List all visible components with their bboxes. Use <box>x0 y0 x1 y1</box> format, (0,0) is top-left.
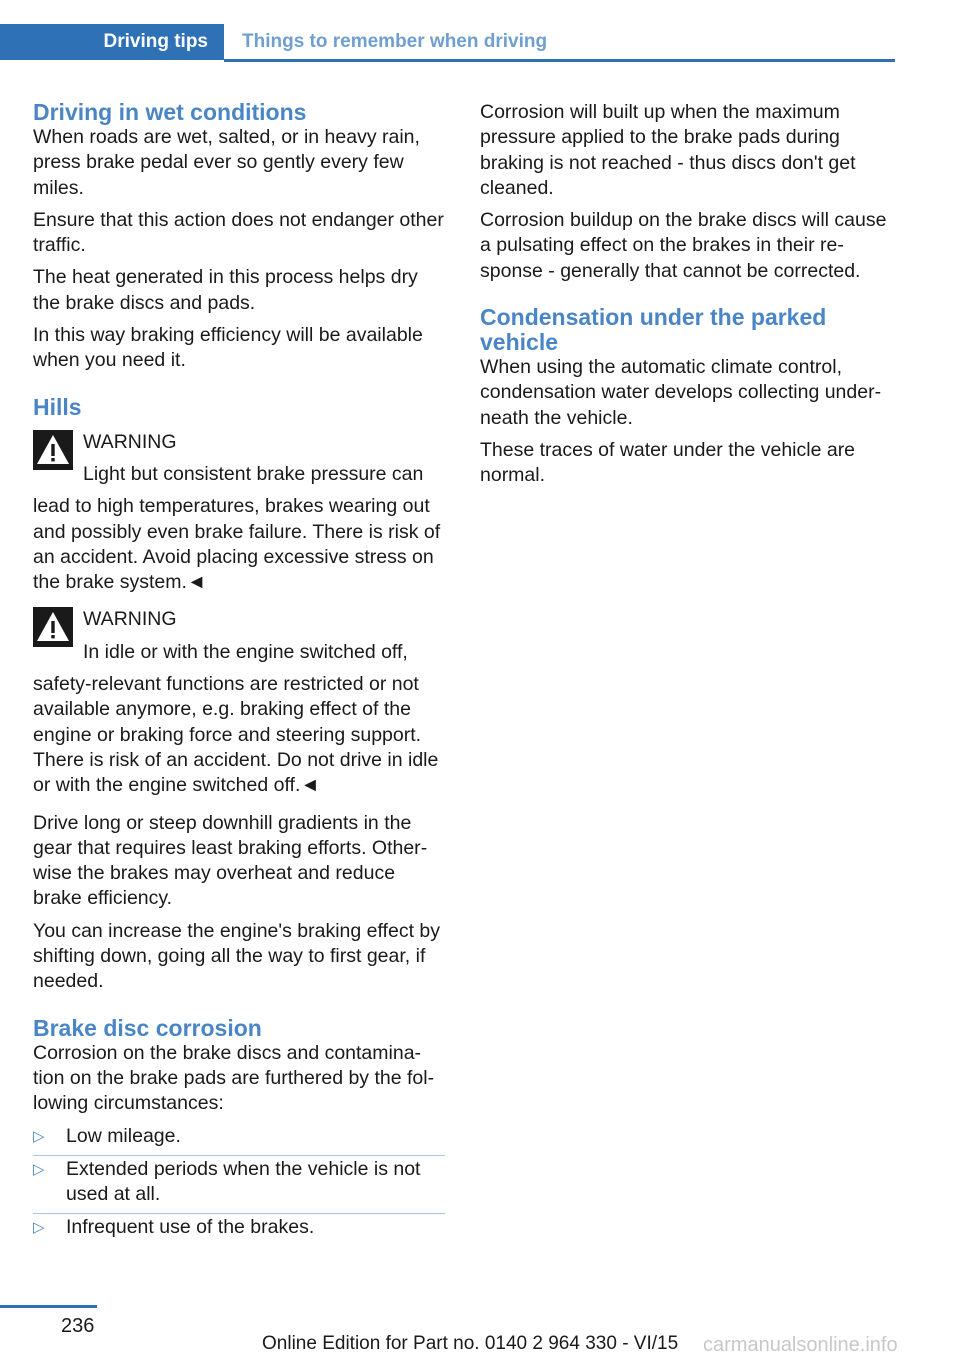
warning-triangle-icon <box>33 607 73 647</box>
heading-condensation: Condensation under the parked vehicle <box>480 304 827 356</box>
footer-rule <box>0 1305 97 1308</box>
warning-triangle-icon <box>33 430 73 470</box>
warning-block-2 <box>33 607 445 798</box>
corrosion-intro: Corrosion on the brake discs and contamination on the brake pads are furthered by the following circumstances: <box>33 1041 435 1115</box>
condensation-paragraph-1: When using the automatic climate control, condensation water develops collecting underneath the vehicle. <box>480 356 882 429</box>
list-item: ▷ Infrequent use of the brakes. <box>33 1215 445 1246</box>
left-column <box>33 100 445 1248</box>
warning-1-title: WARNING <box>83 430 177 453</box>
wet-paragraph-3: The heat generated in this process helps dry the brake discs and pads. <box>33 266 418 314</box>
right-column <box>480 100 896 496</box>
warning-1-first-line: Light but consistent brake pressure can <box>83 462 424 485</box>
list-item: ▷ Low mileage. <box>33 1124 445 1156</box>
page-header <box>0 24 895 62</box>
heading-brake-disc-corrosion: Brake disc corrosion <box>33 1014 262 1041</box>
warning-block-1 <box>33 430 445 596</box>
edition-note: Online Edition for Part no. 0140 2 964 330 - VI/15 <box>262 1333 679 1354</box>
wet-paragraph-1: When roads are wet, salted, or in heavy rain, press brake pedal ever so gently every few miles. <box>33 126 420 199</box>
triangle-bullet-icon: ▷ <box>33 1127 45 1145</box>
triangle-bullet-icon: ▷ <box>33 1219 45 1237</box>
warning-2-first-line: In idle or with the engine switched off, <box>83 640 408 663</box>
header-chapter-title: Things to remember when driving <box>242 31 548 52</box>
header-section-tab: Driving tips <box>0 24 224 60</box>
heading-wet-conditions: Driving in wet conditions <box>33 99 307 125</box>
warning-2-body: safety-relevant functions are restricted or not available anymore, e.g. braking effect of the engine or braking force and steering support. There is risk of an accident. Do not drive in idle or with the engine switched off.◄ <box>33 673 439 797</box>
list-item: ▷ Extended periods when the vehicle is not used at all. <box>33 1157 445 1215</box>
corrosion-bullet-list <box>33 1124 445 1247</box>
wet-paragraph-2: Ensure that this action does not endanger other traffic. <box>33 208 444 257</box>
wet-paragraph-4: In this way braking efficiency will be available when you need it. <box>33 324 423 372</box>
heading-hills: Hills <box>33 393 82 420</box>
triangle-bullet-icon: ▷ <box>33 1160 45 1178</box>
hills-paragraph-1: Drive long or steep downhill gradients in the gear that requires least braking efforts. Otherwise the brakes may overheat and reduce brake efficiency. <box>33 811 428 910</box>
page-number: 236 <box>61 1315 95 1337</box>
condensation-paragraph-2: These traces of water under the vehicle are normal. <box>480 438 856 487</box>
header-rule <box>224 59 895 62</box>
corrosion-paragraph-1: Corrosion will built up when the maximum pressure applied to the brake pads during braking is not reached - thus discs don't get cleaned. <box>480 101 856 199</box>
hills-paragraph-2: You can increase the engine's braking effect by shifting down, going all the way to first gear, if needed. <box>33 919 441 993</box>
watermark: carmanualsonline.info <box>703 1334 898 1356</box>
warning-2-title: WARNING <box>83 608 177 631</box>
warning-1-body: lead to high temperatures, brakes wearing out and possibly even brake failure. There is risk of an accident. Avoid placing excessive stress on the brake system.◄ <box>33 495 441 594</box>
corrosion-paragraph-2: Corrosion buildup on the brake discs will cause a pulsating effect on the brakes in their response - generally that cannot be corrected. <box>480 209 887 282</box>
